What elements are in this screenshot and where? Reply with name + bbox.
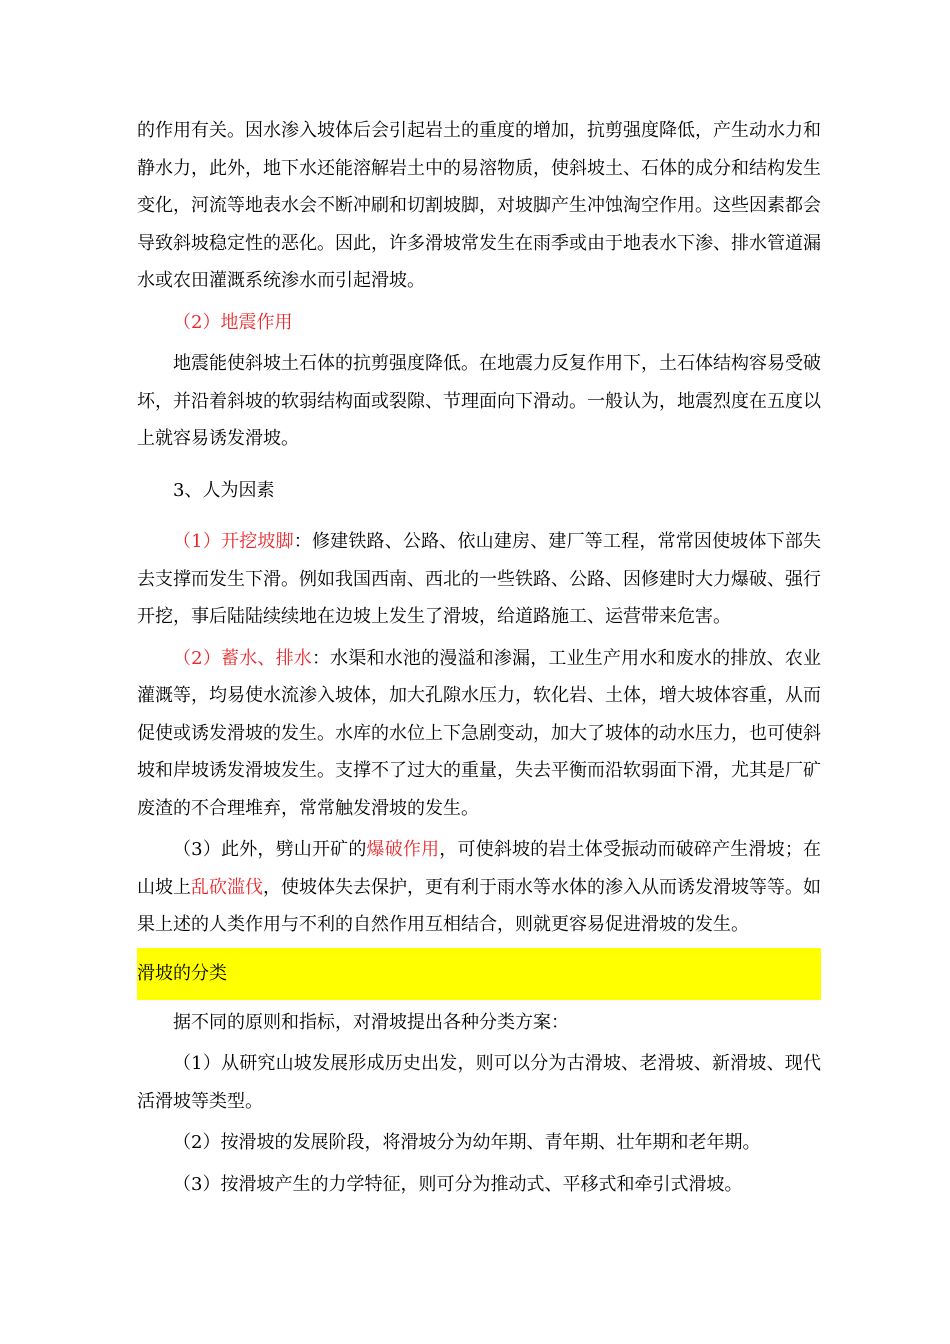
text-blasting-c: ，使坡体失去保护，更有利于雨水等水体的渗入从而诱发滑坡等等。如果上述的人类作用与不利的自然作用互相结合，则就更容易促进滑坡的发生。: [137, 876, 821, 935]
paragraph-classification-2: （2）按滑坡的发展阶段，将滑坡分为幼年期、青年期、壮年期和老年期。: [173, 1132, 761, 1153]
paragraph-water-storage: [137, 640, 821, 828]
text-blasting-a: （3）此外，劈山开矿的: [173, 839, 367, 860]
paragraph-classification-1: （1）从研究山坡发展形成历史出发，则可以分为古滑坡、老滑坡、新滑坡、现代活滑坡等类型。: [137, 1053, 821, 1112]
paragraph-classification-3: （3）按滑坡产生的力学特征，则可分为推动式、平移式和牵引式滑坡。: [173, 1173, 743, 1195]
label-water-storage: （2）蓄水、排水: [173, 647, 312, 669]
section-title-classification: 滑坡的分类: [137, 948, 821, 1000]
paragraph-excavation: [137, 523, 821, 636]
text-water-storage: ：水渠和水池的漫溢和渗漏，工业生产用水和废水的排放、农业灌溉等，均易使水流渗入坡体，加大孔隙水压力，软化岩、土体，增大坡体容重，从而促使或诱发滑坡的发生。水库的水位上下急剧变动，加大了坡体的动水压力，也可使斜坡和岸坡诱发滑坡发生。支撑不了过大的重量，失去平衡而沿软弱面下滑，尤其是厂矿废渣的不合理堆弃，常常触发滑坡的发生。: [137, 647, 822, 819]
paragraph-earthquake: 地震能使斜坡土石体的抗剪强度降低。在地震力反复作用下，土石体结构容易受破坏，并沿着斜坡的软弱结构面或裂隙、节理面向下滑动。一般认为，地震烈度在五度以上就容易诱发滑坡。: [137, 353, 821, 449]
paragraph-water-effects: 的作用有关。因水渗入坡体后会引起岩土的重度的增加，抗剪强度降低，产生动水力和静水力，此外，地下水还能溶解岩土中的易溶物质，使斜坡土、石体的成分和结构发生变化，河流等地表水会不断冲刷和切割坡脚，对坡脚产生冲蚀淘空作用。这些因素都会导致斜坡稳定性的恶化。因此，许多滑坡常发生在雨季或由于地表水下渗、排水管道漏水或农田灌溉系统渗水而引起滑坡。: [137, 120, 821, 291]
label-excavation: （1）开挖坡脚: [173, 531, 294, 552]
paragraph-classification-intro: 据不同的原则和指标，对滑坡提出各种分类方案：: [173, 1011, 569, 1033]
subheading-human-factors: 3、人为因素: [173, 479, 275, 501]
label-logging: 乱砍滥伐: [191, 876, 263, 898]
paragraph-blasting-logging: [137, 831, 821, 944]
text-blasting-b: ，可使斜坡的岩土体受振动而破碎产生滑坡；在山坡上: [137, 839, 822, 898]
text-excavation: ：修建铁路、公路、依山建房、建厂等工程，常常因使坡体下部失去支撑而发生下滑。例如我国西南、西北的一些铁路、公路、因修建时大力爆破、强行开挖，事后陆陆续续地在边坡上发生了滑坡，给道路施工、运营带来危害。: [137, 531, 822, 627]
label-blasting: 爆破作用: [366, 839, 440, 860]
subheading-earthquake: （2）地震作用: [173, 311, 293, 333]
document-body: [137, 112, 821, 1203]
